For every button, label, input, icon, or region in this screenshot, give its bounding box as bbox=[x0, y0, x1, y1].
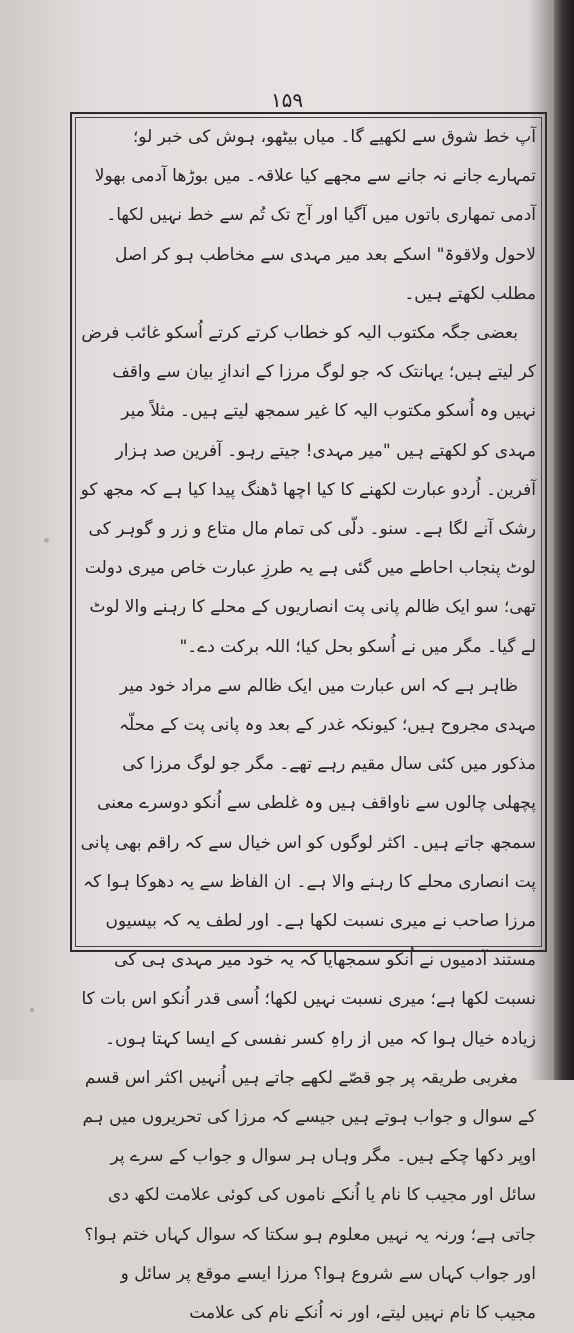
page-binding-edge bbox=[554, 0, 574, 1080]
paragraph-2: بعضی جگہ مکتوب الیہ کو خطاب کرتے کرتے اُسکو غائب فرض کر لیتے ہیں؛ یہانتک کہ جو لوگ مرزا کے اندازِ بیان سے واقف نہیں وہ اُسکو مکتوب الیہ کا غیر سمجھ لیتے ہیں۔ مثلاً میر مہدی کو لکھتے ہیں "میر مہدی! جیتے رہو۔ آفرین صد ہزار آفرین۔ اُردو عبارت لکھنے کا کیا اچھا ڈھنگ پیدا کیا ہے کہ مجھ کو رشک آنے لگا ہے۔ سنو۔ دلّی کی تمام مال متاع و زر و گوہر کی لوٹ پنجاب احاطے میں گئی ہے یہ طرزِ عبارت خاص میری دولت تھی؛ سو ایک ظالم پانی پت انصاریوں کے محلے کا رہنے والا لوٹ لے گیا۔ مگر میں نے اُسکو بحل کیا؛ اللہ برکت دے۔" bbox=[80, 323, 536, 657]
paragraph-1: آپ خط شوق سے لکھیے گا۔ میاں بیٹھو، ہوش کی خبر لو؛ تمہارے جانے نہ جانے سے مجھے کیا علاقہ۔ میں بوڑھا آدمی بھولا آدمی تمھاری باتوں میں آگیا اور آج تک تُم سے خط نہیں لکھا۔ لاحول ولاقوۃ" اسکے بعد میر مہدی سے مخاطب ہو کر اصل مطلب لکھتے ہیں۔ bbox=[94, 127, 536, 304]
paragraph-4: مغربی طریقہ پر جو قصّے لکھے جاتے ہیں اُنہیں اکثر اس قسم کے سوال و جواب ہوتے ہیں جیسے کہ مرزا کی تحریروں میں ہم اوپر دکھا چکے ہیں۔ مگر وہاں ہر سوال و جواب کے سرے پر سائل اور مجیب کا نام یا اُنکے ناموں کی کوئی علامت لکھ دی جاتی ہے؛ ورنہ یہ نہیں معلوم ہو سکتا کہ سوال کہاں ختم ہوا؟ اور جواب کہاں سے شروع ہوا؟ مرزا ایسے موقع پر سائل و مجیب کا نام نہیں لیتے، اور نہ اُنکے نام کی علامت bbox=[82, 1067, 536, 1324]
ink-speck bbox=[44, 538, 49, 543]
paragraph-3: ظاہر ہے کہ اس عبارت میں ایک ظالم سے مراد خود میر مہدی مجروح ہیں؛ کیونکہ غدر کے بعد وہ پانی پت کے محلّہ مذکور میں کئی سال مقیم رہے تھے۔ مگر جو لوگ مرزا کی پچھلی چالوں سے ناواقف ہیں وہ غلطی سے اُنکو دوسرے معنی سمجھ جاتے ہیں۔ اکثر لوگوں کو اس خیال سے کہ راقم بھی پانی پت انصاری محلے کا رہنے والا ہے۔ ان الفاظ سے یہ دھوکا ہوا کہ مرزا صاحب نے میری نسبت لکھا ہے۔ اور لطف یہ کہ بیسیوں مستند آدمیوں نے اُنکو سمجھایا کہ یہ خود میر مہدی ہی کی نسبت لکھا ہے؛ میری نسبت نہیں لکھا؛ اُسی قدر اُنکو اس بات کا زیادہ خیال ہوا کہ میں از راہِ کسر نفسی کے ایسا کہتا ہوں۔ bbox=[80, 675, 536, 1049]
text-body bbox=[76, 118, 540, 1324]
ink-speck bbox=[30, 1008, 34, 1012]
page-number: ۱۵۹ bbox=[270, 88, 304, 112]
